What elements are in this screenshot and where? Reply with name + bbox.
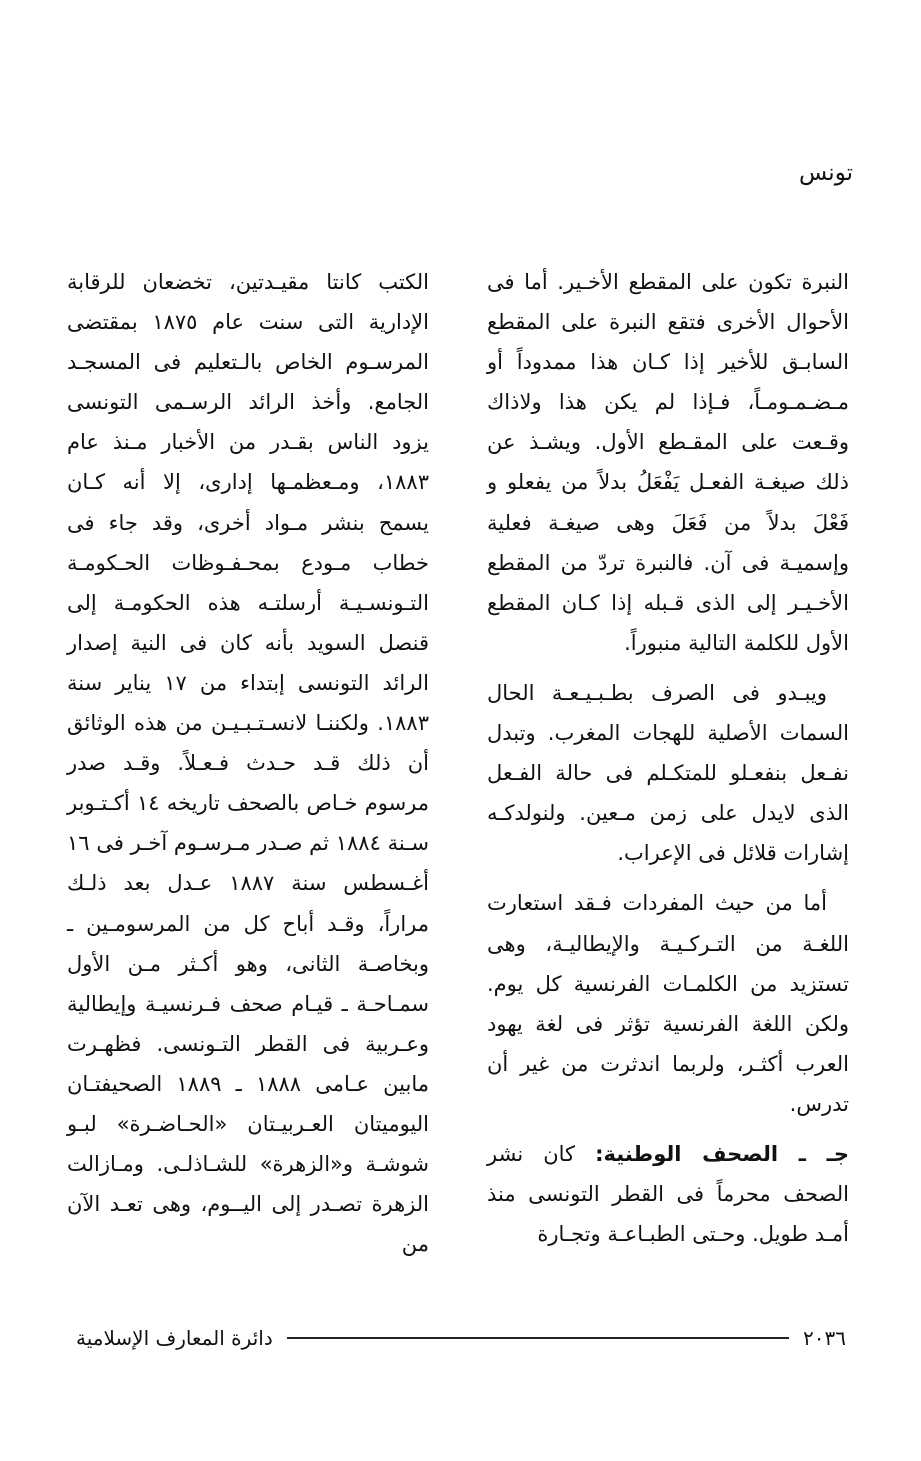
paragraph: أما من حيث المفردات فـقد استعارت اللغـة من التـركـيـة والإيطاليـة، وهى تستزيد من الكلمـات الفرنسية كل يوم. ولكن اللغة الفرنسية تؤثر فى لغة يهود العرب أكثـر، ولربما اندثرت من غير أن تدرس.	[487, 891, 849, 1116]
footer-divider	[287, 1337, 789, 1339]
running-header: تونس	[798, 160, 853, 186]
section-heading: جـ ـ الصحف الوطنية:	[595, 1141, 849, 1166]
paragraph: النبرة تكون على المقطع الأخـير. أما فى الأحوال الأخرى فتقع النبرة على المقطع السابـق للأخير إذا كـان هذا ممدوداً أو مـضـمـومـاً، فـإذا لم يكن هذا ولاذاك وقـعت على المقـطع الأول. ويشـذ عن ذلك صيغـة الفعـل يَفْعَلُ بدلاً من يفعلو و فَعْلَ بدلاً من فَعَلَ وهى صيغـة فعلية وإسميـة فى آن. فالنبرة تردّ من المقطع الأخـيـر إلى الذى قـبله إذا كـان المقطع الأول للكلمة التالية منبوراً.	[487, 270, 849, 655]
paragraph: ويبـدو فى الصرف بطـبـيـعـة الحال السمات الأصلية للهجات المغرب. وتبدل نفـعل بنفعـلو للمتكـلم فى حالة الفـعل الذى لايدل على زمن مـعين. ولنولدكـه إشارات قلائل فى الإعراب.	[487, 680, 849, 866]
paragraph-section-start	[487, 1134, 849, 1254]
encyclopedia-title: دائرة المعارف الإسلامية	[76, 1326, 273, 1350]
right-column	[487, 262, 849, 1264]
section-text: كان نشر الصحف محرماً فى القطر التونسى منذ أمـد طويل. وحـتى الطبـاعـة وتجـارة	[487, 1141, 849, 1247]
left-column	[67, 262, 429, 1274]
page-footer	[76, 1318, 846, 1358]
page-number: ٢٠٣٦	[803, 1326, 846, 1350]
paragraph: الكتب كانتا مقيـدتين، تخضعان للرقابة الإدارية التى سنت عام ١٨٧٥ بمقتضى المرسـوم الخاص بالـتعليم فى المسجـد الجامع. وأخذ الرائد الرسـمى التونسى يزود الناس بقـدر من الأخبار مـنذ عام ١٨٨٣، ومـعظمـها إدارى، إلا أنه كـان يسمح بنشر مـواد أخرى، وقد جاء فى خطاب مـودع بمحـفـوظات الحـكومـة التـونسـيـة أرسلتـه هذه الحكومـة إلى قنصل السويد بأنه كان فى النية إصدار الرائد التونسى إبتداء من ١٧ يناير سنة ١٨٨٣. ولكننـا لانسـتـبـيـن من هذه الوثائق أن ذلك قـد حـدث فـعـلاً. وقـد صدر مرسوم خـاص بالصحف تاريخه ١٤ أكـتـوبر سـنة ١٨٨٤ ثم صـدر مـرسـوم آخـر فى ١٦ أغـسطس سنة ١٨٨٧ عـدل بعد ذلـك مراراً، وقـد أباح كل من المرسومـين ـ وبخاصـة الثانى، وهو أكـثر مـن الأول سمـاحـة ـ قيـام صحف فـرنسيـة وإيطالية وعـربية فى القطر التـونسى. فظهـرت مابين عـامى ١٨٨٨ ـ ١٨٨٩ الصحيفتـان اليوميتان العـربيـتان «الحـاضـرة» لبـو شوشـة و«الزهرة» للشـاذلـى. ومـازالت الزهرة تصـدر إلى اليــوم، وهى تعـد الآن من	[67, 270, 430, 1257]
